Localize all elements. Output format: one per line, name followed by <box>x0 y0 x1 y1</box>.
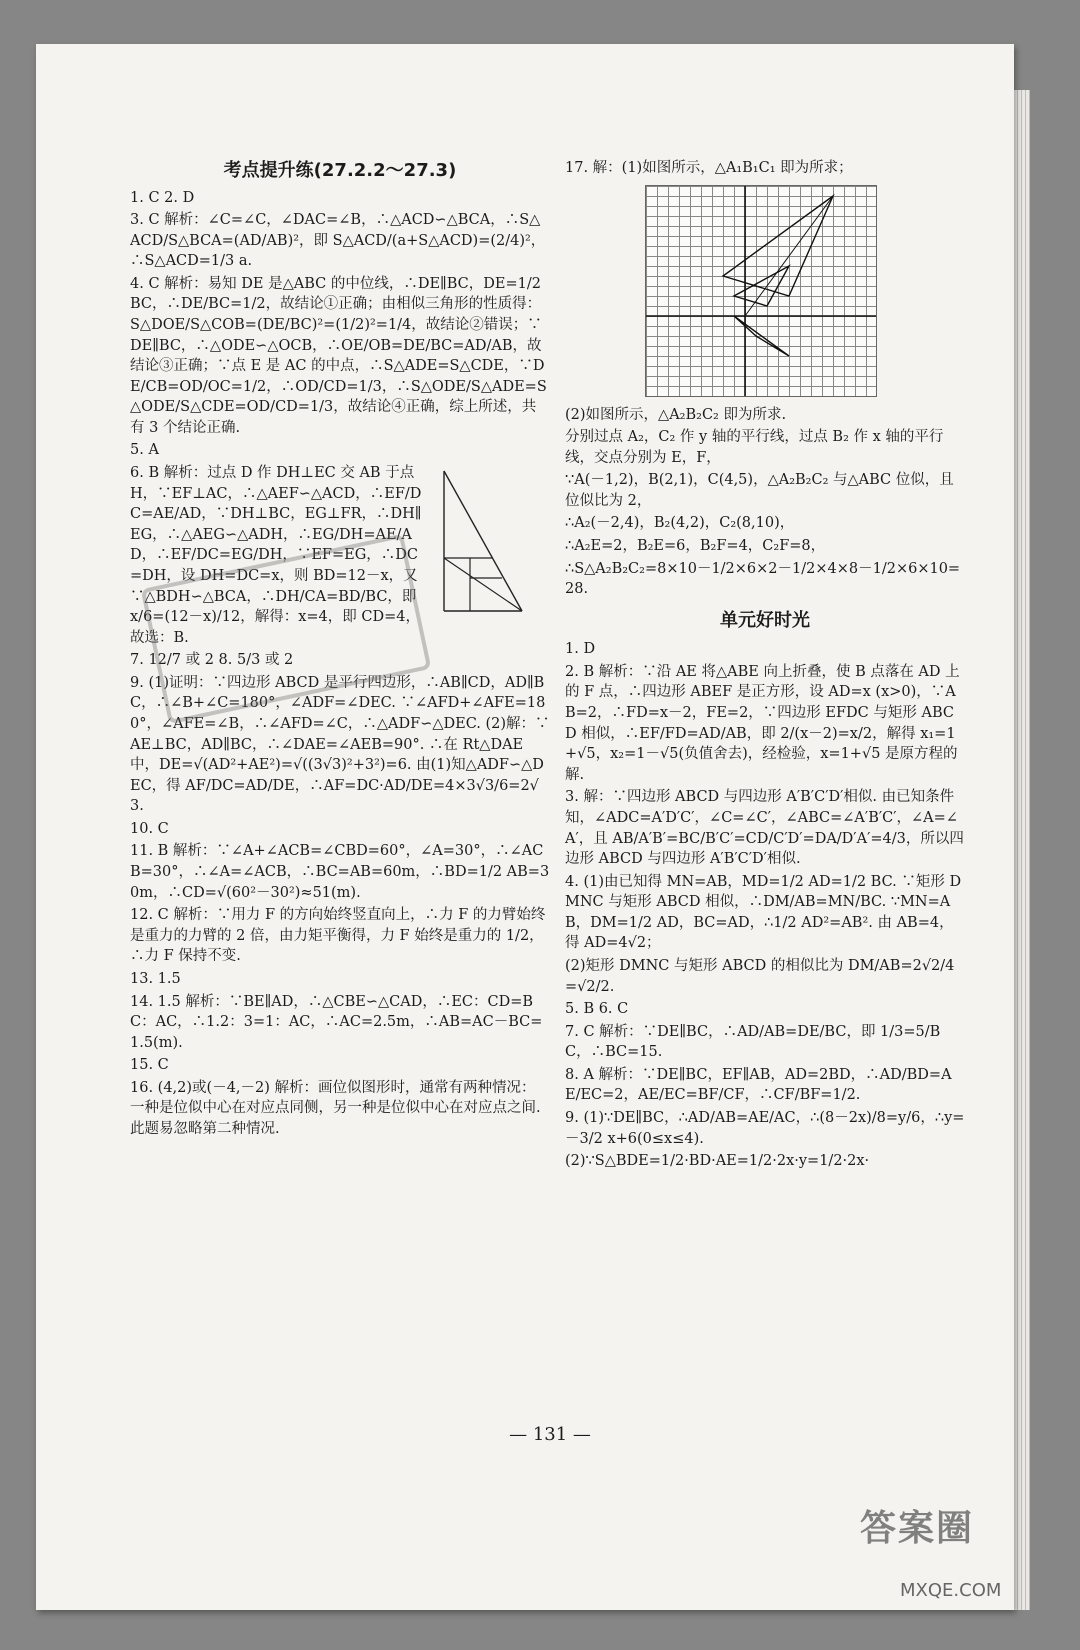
answer-item: 17. 解：(1)如图所示，△A₁B₁C₁ 即为所求； <box>565 160 853 176</box>
answer-item: 3. 解：∵四边形 ABCD 与四边形 A′B′C′D′相似. 由已知条件知，∠ADC=A′D′C′，∠C=∠C′，∠ABC=∠A′B′C′，∠A=∠A′，且 AB/A′B′=BC/B′C′=CD/C′D′=DA/D′A′=4/3，所以四边形 ABCD 与四边形 A′B′C′D′相似. <box>565 789 964 868</box>
answer-item: 11. B 解析：∵∠A+∠ACB=∠CBD=60°，∠A=30°，∴∠ACB=30°，∴∠A=∠ACB，∴BC=AB=60m，∴BD=1/2 AB=30m，∴CD=√(60²－30²)≈51(m). <box>130 843 550 901</box>
answer-item: ∵A(－1,2)，B(2,1)，C(4,5)，△A₂B₂C₂ 与△ABC 位似，且位似比为 2， <box>565 472 954 509</box>
answer-item: 15. C <box>130 1057 169 1074</box>
section-heading-right: 单元好时光 <box>720 609 810 631</box>
answer-item: 3. C 解析：∠C=∠C，∠DAC=∠B，∴△ACD∽△BCA，∴S△ACD/S△BCA=(AD/AB)²，即 S△ACD/(a+S△ACD)=(2/4)²，∴S△ACD=1/3 a. <box>130 212 546 270</box>
answer-item: 4. (1)由已知得 MN=AB，MD=1/2 AD=1/2 BC. ∵矩形 DMNC 与矩形 ABCD 相似，∴DM/AB=MN/BC. ∵MN=AB，DM=1/2 AD，BC=AD，∴1/2 AD²=AB². 由 AB=4，得 AD=4√2； <box>565 873 962 952</box>
triangle-figure <box>432 463 542 623</box>
answer-item: 6. B 解析：过点 D 作 DH⊥EC 交 AB 于点 H，∵EF⊥AC，∴△AEF∽△ACD，∴EF/DC=AE/AD，∵DH⊥BC，EG⊥FR，∴DH∥EG，∴△AEG∽△ADH，∴EG/DH=AE/AD，∴EF/DC=EG/DH，∵EF=EG，∴DC=DH，设 DH=DC=x，则 BD=12－x，又∵△BDH∽△BCA，∴DH/CA=BD/BC，即 x/6=(12－x)/12，解得：x=4，即 CD=4，故选：B. <box>130 465 422 646</box>
answer-item: (2)矩形 DMNC 与矩形 ABCD 的相似比为 DM/AB=2√2/4=√2/2. <box>565 958 955 995</box>
answer-item: 9. (1)证明：∵四边形 ABCD 是平行四边形，∴AB∥CD，AD∥BC，∴∠B+∠C=180°，∠ADF=∠DEC. ∵∠AFD+∠AFE=180°，∠AFE=∠B，∴∠AFD=∠C，∴△ADF∽△DEC. (2)解：∵AE⊥BC，AD∥BC，∴∠DAE=∠AEB=90°. ∴在 Rt△DAE 中，DE=√(AD²+AE²)=√((3√3)²+3²)=6. 由(1)知△ADF∽△DEC，得 AF/DC=AD/DE，∴AF=DC·AD/DE=4×3√3/6=2√3. <box>130 674 550 815</box>
answer-item: ∴A₂(－2,4)，B₂(4,2)，C₂(8,10)， <box>565 515 795 532</box>
answer-item: 1. C 2. D <box>130 189 195 206</box>
answer-item: 12. C 解析：∵用力 F 的方向始终竖直向上，∴力 F 的力臂始终是重力的力臂的 2 倍，由力矩平衡得，力 F 始终是重力的 1/2，∴力 F 保持不变. <box>130 907 546 965</box>
answer-item: 分别过点 A₂，C₂ 作 y 轴的平行线，过点 B₂ 作 x 轴的平行线，交点分别为 E，F， <box>565 429 944 466</box>
page-number: — 131 — <box>509 1424 591 1445</box>
answer-item: ∴S△A₂B₂C₂=8×10－1/2×6×2－1/2×4×8－1/2×6×10=28. <box>565 560 961 598</box>
answer-item: 1. D <box>565 641 596 658</box>
answer-item: 7. 12/7 或 2 8. 5/3 或 2 <box>130 652 294 669</box>
answer-item: 10. C <box>130 820 169 837</box>
answer-item: (2)如图所示，△A₂B₂C₂ 即为所求. <box>565 406 787 423</box>
answer-item: 14. 1.5 解析：∵BE∥AD，∴△CBE∽△CAD，∴EC：CD=BC：AC，∴1.2：3=1：AC，∴AC=2.5m，∴AB=AC－BC=1.5(m). <box>130 993 543 1051</box>
answer-item: 13. 1.5 <box>130 970 181 987</box>
section-heading-left: 考点提升练(27.2.2～27.3) <box>223 160 457 181</box>
answer-item: 4. C 解析：易知 DE 是△ABC 的中位线，∴DE∥BC，DE=1/2 BC，∴DE/BC=1/2，故结论①正确；由相似三角形的性质得：S△DOE/S△COB=(DE/BC)²=(1/2)²=1/4，故结论②错误；∵DE∥BC，∴△ODE∽△OCB，∴OE/OB=DE/BC=AD/AB，故结论③正确；∵点 E 是 AC 的中点，∴S△ADE=S△CDE，∵DE/CB=OD/OC=1/2，∴OD/CD=1/3，∴S△ODE/S△ADE=S△ODE/S△CDE=OD/CD=1/3，故结论④正确，综上所述，共有 3 个结论正确. <box>130 275 547 436</box>
answer-item: 16. (4,2)或(－4,－2) 解析：画位似图形时，通常有两种情况：一种是位似中心在对应点同侧，另一种是位似中心在对应点之间. 此题易忽略第二种情况. <box>130 1079 541 1137</box>
watermark-logo: 答案圈 <box>860 1508 975 1549</box>
answer-item: 8. A 解析：∵DE∥BC，EF∥AB，AD=2BD，∴AD/BD=AE/EC=2，AE/EC=BF/CF，∴CF/BF=1/2. <box>565 1066 952 1104</box>
similar-triangles-drawing <box>646 186 876 396</box>
answer-item: 5. B 6. C <box>565 1001 629 1018</box>
answer-item: 7. C 解析：∵DE∥BC，∴AD/AB=DE/BC，即 1/3=5/BC，∴BC=15. <box>565 1023 941 1061</box>
watermark-url: MXQE.COM <box>900 1580 1002 1601</box>
answer-item: 2. B 解析：∵沿 AE 将△ABE 向上折叠，使 B 点落在 AD 上的 F 点，∴四边形 ABEF 是正方形，设 AD=x (x>0)，∵AB=2，∴FD=x－2，FE=2，∵四边形 EFDC 与矩形 ABCD 相似，∴EF/FD=AD/AB，即 2/(x－2)=x/2，解得 x₁=1+√5，x₂=1－√5(负值舍去)，经检验，x=1+√5 是原方程的解. <box>565 663 960 783</box>
coordinate-grid-figure <box>645 185 877 397</box>
answer-item: ∴A₂E=2，B₂E=6，B₂F=4，C₂F=8， <box>565 538 826 555</box>
right-column <box>565 158 965 1174</box>
answer-item: 9. (1)∵DE∥BC，∴AD/AB=AE/AC，∴(8－2x)/8=y/6，∴y=－3/2 x+6(0≤x≤4). <box>565 1110 965 1147</box>
answer-item: (2)∵S△BDE=1/2·BD·AE=1/2·2x·y=1/2·2x· <box>565 1153 870 1170</box>
answer-item: 5. A <box>130 442 159 459</box>
